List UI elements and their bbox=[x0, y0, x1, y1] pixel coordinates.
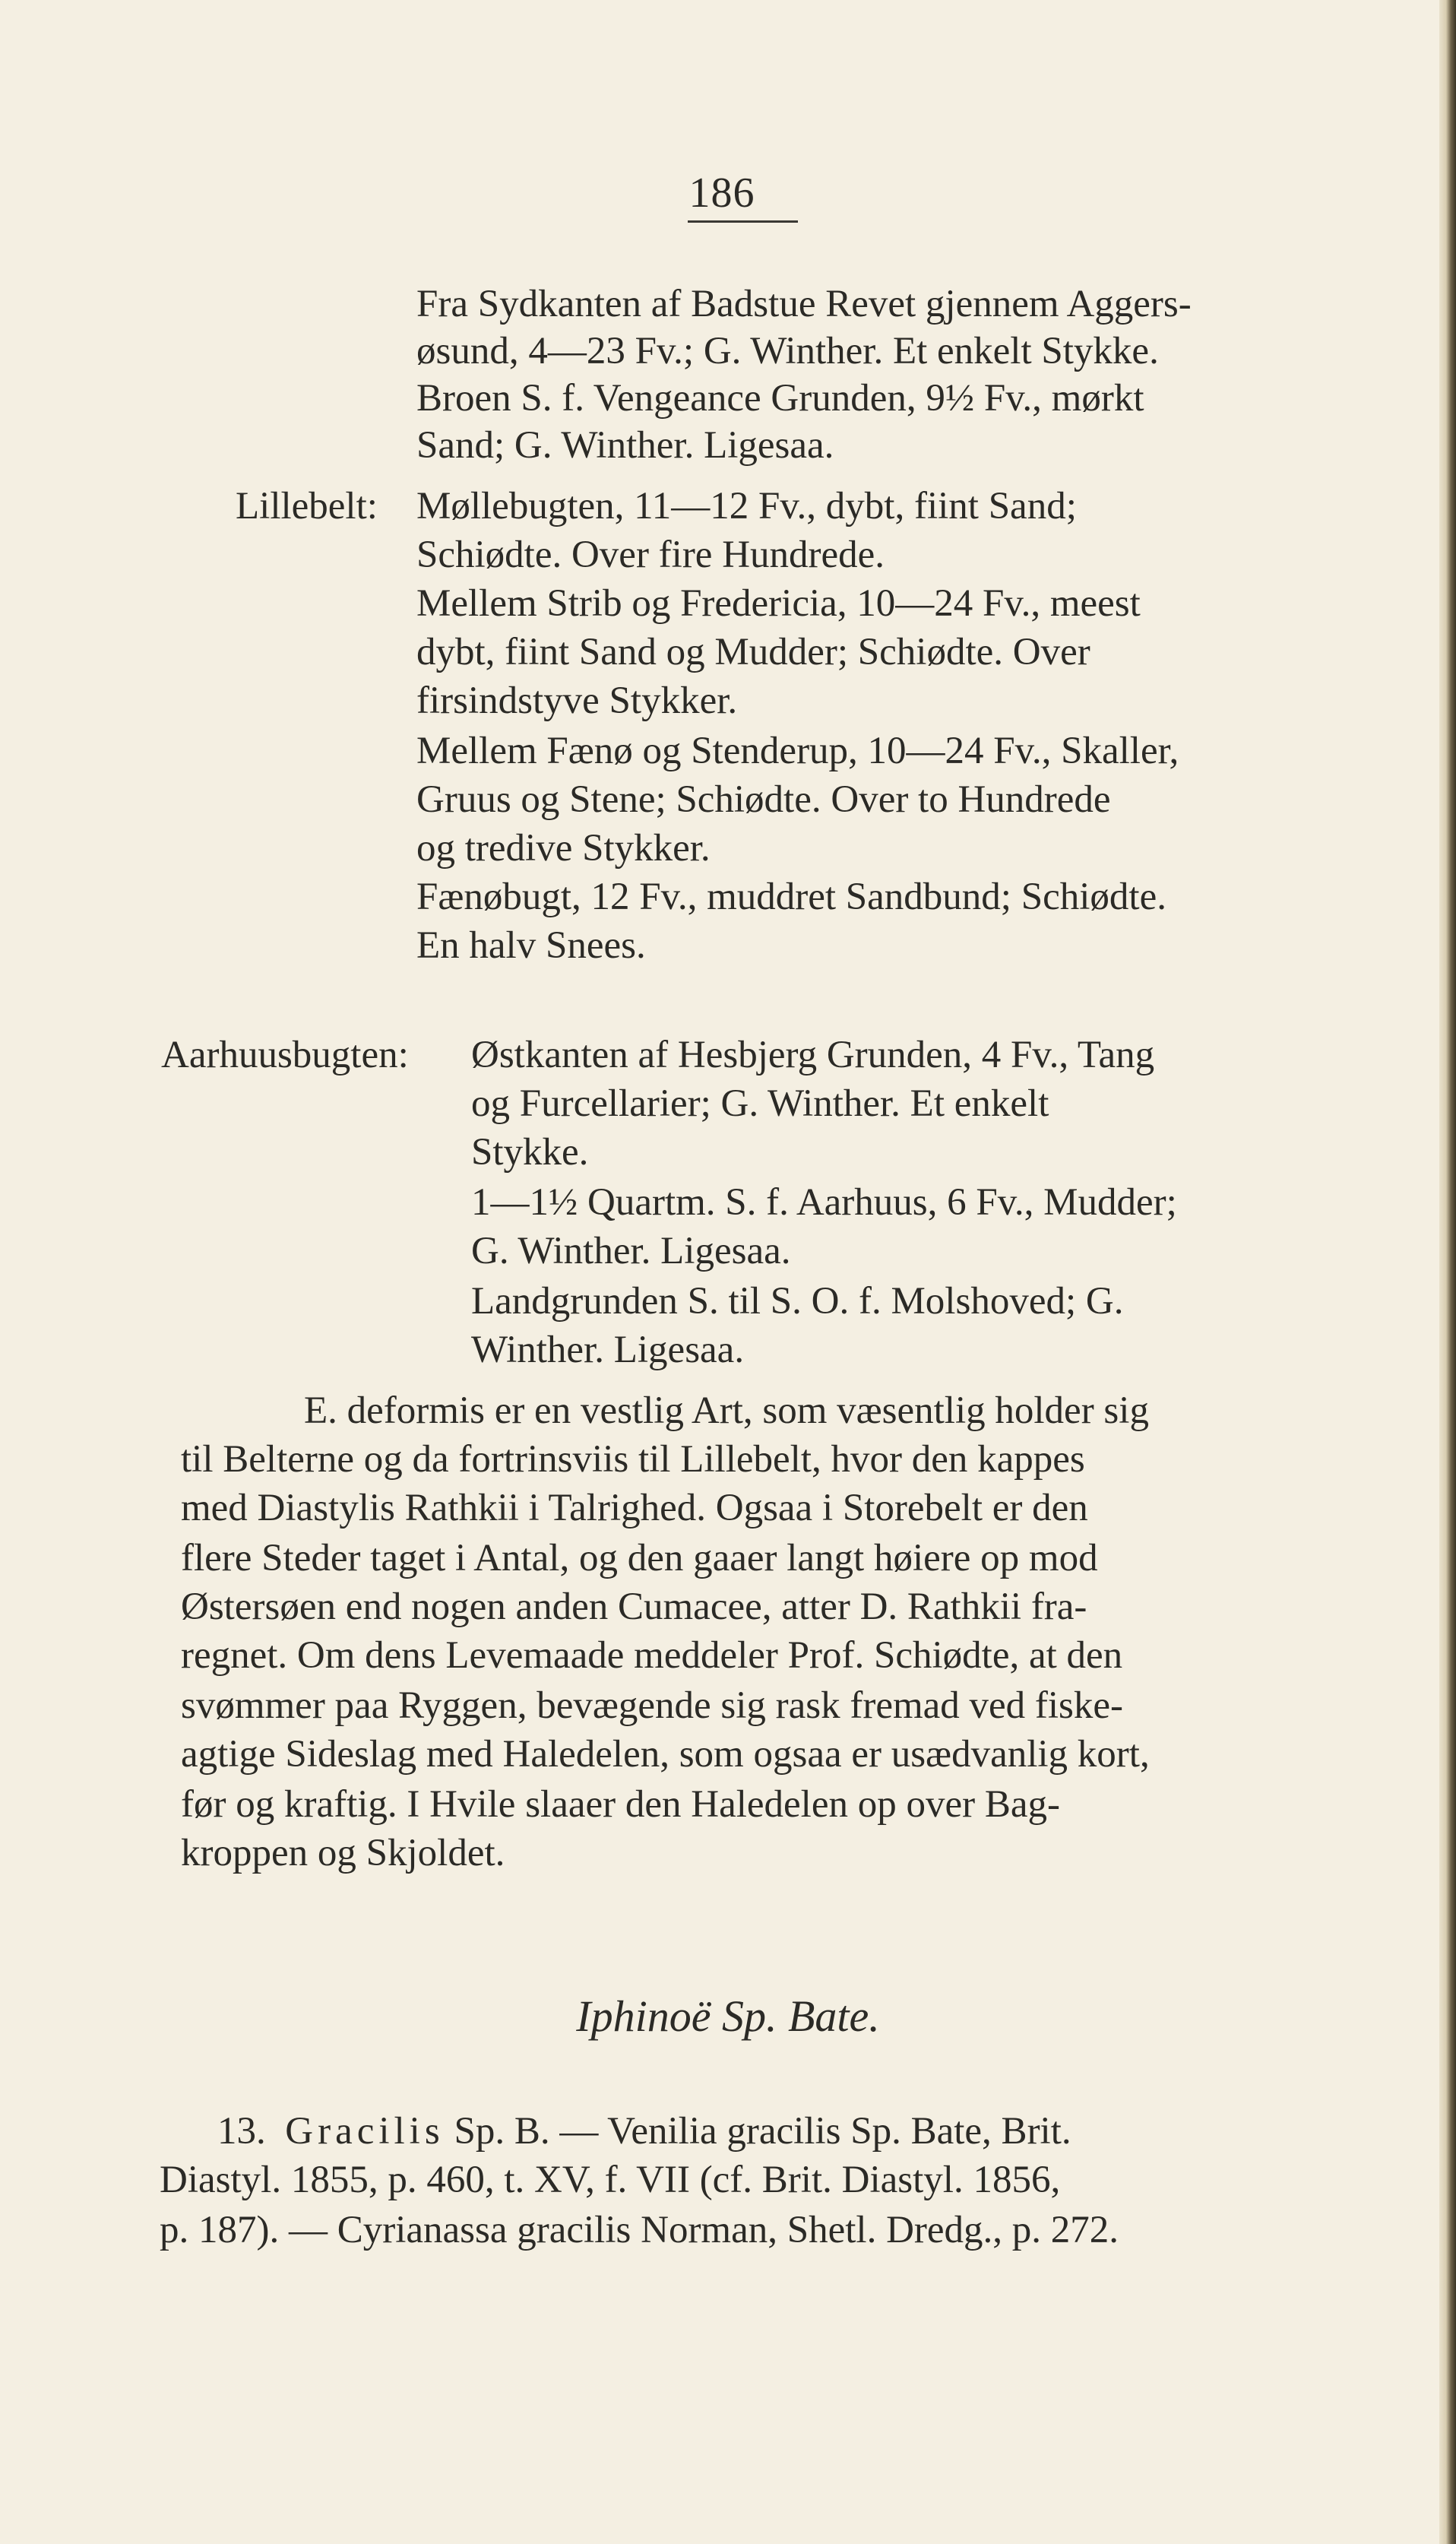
synonymy-line: Diastyl. 1855, p. 460, t. XV, f. VII (cf. Brit. Diastyl. 1856, bbox=[160, 2159, 1061, 2201]
text-line: Landgrunden S. til S. O. f. Molshoved; G. bbox=[471, 1280, 1124, 1323]
synonymy-text: Sp. B. — Venilia gracilis Sp. Bate, Brit. bbox=[454, 2110, 1071, 2153]
text-line: Winther. Ligesaa. bbox=[471, 1329, 745, 1371]
text-line: Mellem Strib og Fredericia, 10—24 Fv., meest bbox=[416, 582, 1141, 625]
text-line: Fra Sydkanten af Badstue Revet gjennem Aggers- bbox=[416, 283, 1192, 325]
paragraph-line: Østersøen end nogen anden Cumacee, atter D. Rathkii fra- bbox=[181, 1586, 1087, 1628]
text-line: dybt, fiint Sand og Mudder; Schiødte. Over bbox=[416, 631, 1090, 673]
text-line: Fænøbugt, 12 Fv., muddret Sandbund; Schiødte. bbox=[416, 876, 1166, 918]
species-entry-line bbox=[217, 2108, 1071, 2156]
paragraph-line: agtige Sideslag med Haledelen, som ogsaa er usædvanlig kort, bbox=[181, 1733, 1150, 1776]
species-number: 13. bbox=[217, 2110, 266, 2153]
text-line: Broen S. f. Vengeance Grunden, 9½ Fv., mørkt bbox=[416, 377, 1144, 420]
species-name: Gracilis bbox=[285, 2110, 445, 2153]
paragraph-line: regnet. Om dens Levemaade meddeler Prof. Schiødte, at den bbox=[181, 1634, 1123, 1677]
text-line: Schiødte. Over fire Hundrede. bbox=[416, 534, 885, 576]
text-line: Østkanten af Hesbjerg Grunden, 4 Fv., Tang bbox=[471, 1034, 1155, 1076]
page-number: 186 bbox=[688, 169, 755, 217]
synonymy-line: p. 187). — Cyrianassa gracilis Norman, Shetl. Dredg., p. 272. bbox=[160, 2209, 1119, 2251]
text-line: Sand; G. Winther. Ligesaa. bbox=[416, 424, 834, 467]
paragraph-line: kroppen og Skjoldet. bbox=[181, 1832, 505, 1874]
text-line: øsund, 4—23 Fv.; G. Winther. Et enkelt Stykke. bbox=[416, 330, 1159, 372]
page-edge bbox=[1439, 0, 1456, 2544]
text-line: Mellem Fænø og Stenderup, 10—24 Fv., Skaller, bbox=[416, 730, 1179, 772]
paragraph-line: før og kraftig. I Hvile slaaer den Haledelen op over Bag- bbox=[181, 1783, 1060, 1826]
text-line: En halv Snees. bbox=[416, 924, 646, 967]
paragraph-line: svømmer paa Ryggen, bevægende sig rask fremad ved fiske- bbox=[181, 1684, 1124, 1727]
text-line: G. Winther. Ligesaa. bbox=[471, 1230, 791, 1272]
locality-label-aarhuusbugten: Aarhuusbugten: bbox=[161, 1034, 409, 1076]
text-line: firsindstyve Stykker. bbox=[416, 680, 738, 722]
paragraph-line: E. deformis er en vestlig Art, som væsentlig holder sig bbox=[304, 1389, 1149, 1432]
paragraph-line: flere Steder taget i Antal, og den gaaer langt høiere op mod bbox=[181, 1537, 1098, 1579]
genus-heading: Iphinoë Sp. Bate. bbox=[576, 1991, 880, 2041]
text-line: 1—1½ Quartm. S. f. Aarhuus, 6 Fv., Mudder; bbox=[471, 1181, 1177, 1224]
paragraph-line: med Diastylis Rathkii i Talrighed. Ogsaa i Storebelt er den bbox=[181, 1487, 1088, 1529]
locality-label-lillebelt: Lillebelt: bbox=[236, 485, 378, 527]
page-number-rule bbox=[688, 220, 798, 223]
text-line: og Furcellarier; G. Winther. Et enkelt bbox=[471, 1082, 1049, 1125]
text-line: Møllebugten, 11—12 Fv., dybt, fiint Sand; bbox=[416, 485, 1077, 527]
text-line: Stykke. bbox=[471, 1131, 589, 1174]
paragraph-line: til Belterne og da fortrinsviis til Lillebelt, hvor den kappes bbox=[181, 1438, 1085, 1481]
text-line: og tredive Stykker. bbox=[416, 827, 711, 870]
text-line: Gruus og Stene; Schiødte. Over to Hundrede bbox=[416, 778, 1111, 821]
